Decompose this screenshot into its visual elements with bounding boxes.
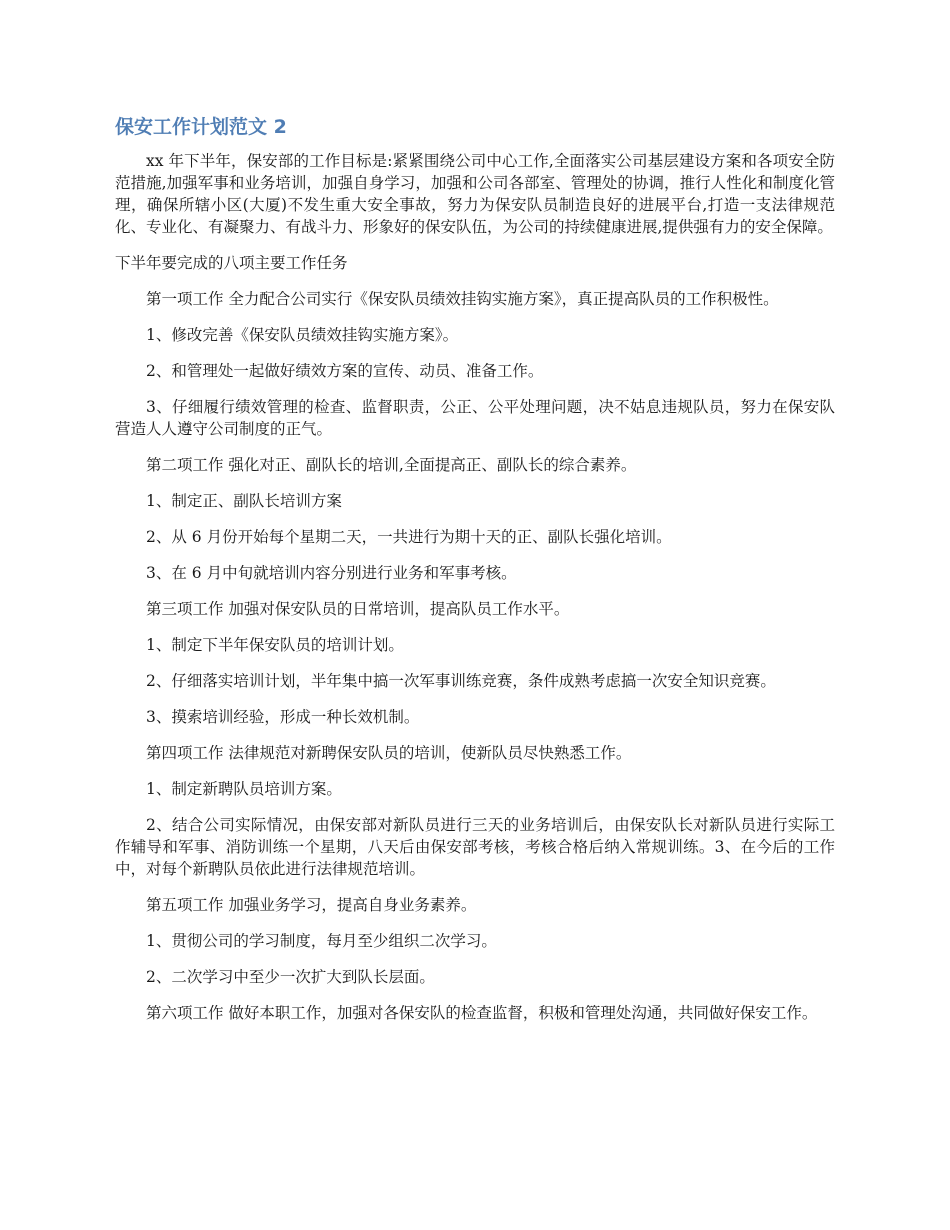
paragraph: 2、从 6 月份开始每个星期二天，一共进行为期十天的正、副队长强化培训。 <box>146 528 672 546</box>
paragraph: 第二项工作 强化对正、副队长的培训,全面提高正、副队长的综合素养。 <box>146 456 637 474</box>
paragraph: xx 年下半年，保安部的工作目标是:紧紧围绕公司中心工作,全面落实公司基层建设方案和各项安全防范措施,加强军事和业务培训，加强自身学习，加强和公司各部室、管理处的协调，推行人性化和制度化管理，确保所辖小区(大厦)不发生重大安全事故，努力为保安队员制造良好的进展平台,打造一支法律规范化、专业化、有凝聚力、有战斗力、形象好的保安队伍，为公司的持续健康进展,提供强有力的安全保障。 <box>115 152 835 236</box>
paragraph: 1、贯彻公司的学习制度，每月至少组织二次学习。 <box>146 932 497 950</box>
paragraph: 3、摸索培训经验，形成一种长效机制。 <box>146 708 420 726</box>
paragraph: 第五项工作 加强业务学习，提高自身业务素养。 <box>146 896 477 914</box>
document-page <box>115 112 835 1038</box>
paragraph: 第六项工作 做好本职工作，加强对各保安队的检查监督，积极和管理处沟通，共同做好保安工作。 <box>146 1004 818 1022</box>
paragraph: 下半年要完成的八项主要工作任务 <box>115 254 348 272</box>
paragraph: 2、二次学习中至少一次扩大到队长层面。 <box>146 968 435 986</box>
paragraph: 1、制定正、副队长培训方案 <box>146 492 342 510</box>
paragraph: 3、在 6 月中旬就培训内容分别进行业务和军事考核。 <box>146 564 517 582</box>
document-title: 保安工作计划范文 2 <box>115 116 287 138</box>
paragraph: 3、仔细履行绩效管理的检查、监督职责，公正、公平处理问题，决不姑息违规队员，努力在保安队营造人人遵守公司制度的正气。 <box>115 398 835 438</box>
paragraph: 第三项工作 加强对保安队员的日常培训，提高队员工作水平。 <box>146 600 570 618</box>
paragraph: 第四项工作 法律规范对新聘保安队员的培训，使新队员尽快熟悉工作。 <box>146 744 632 762</box>
document-body <box>115 150 835 1024</box>
paragraph: 2、结合公司实际情况，由保安部对新队员进行三天的业务培训后，由保安队长对新队员进行实际工作辅导和军事、消防训练一个星期，八天后由保安部考核，考核合格后纳入常规训练。3、在今后的工作中，对每个新聘队员依此进行法律规范培训。 <box>115 816 835 878</box>
paragraph: 1、制定下半年保安队员的培训计划。 <box>146 636 404 654</box>
paragraph: 2、和管理处一起做好绩效方案的宣传、动员、准备工作。 <box>146 362 544 380</box>
paragraph: 2、仔细落实培训计划，半年集中搞一次军事训练竞赛，条件成熟考虑搞一次安全知识竞赛。 <box>146 672 776 690</box>
paragraph: 1、制定新聘队员培训方案。 <box>146 780 342 798</box>
paragraph: 第一项工作 全力配合公司实行《保安队员绩效挂钩实施方案》，真正提高队员的工作积极性。 <box>146 290 779 308</box>
paragraph: 1、修改完善《保安队员绩效挂钩实施方案》。 <box>146 326 459 344</box>
